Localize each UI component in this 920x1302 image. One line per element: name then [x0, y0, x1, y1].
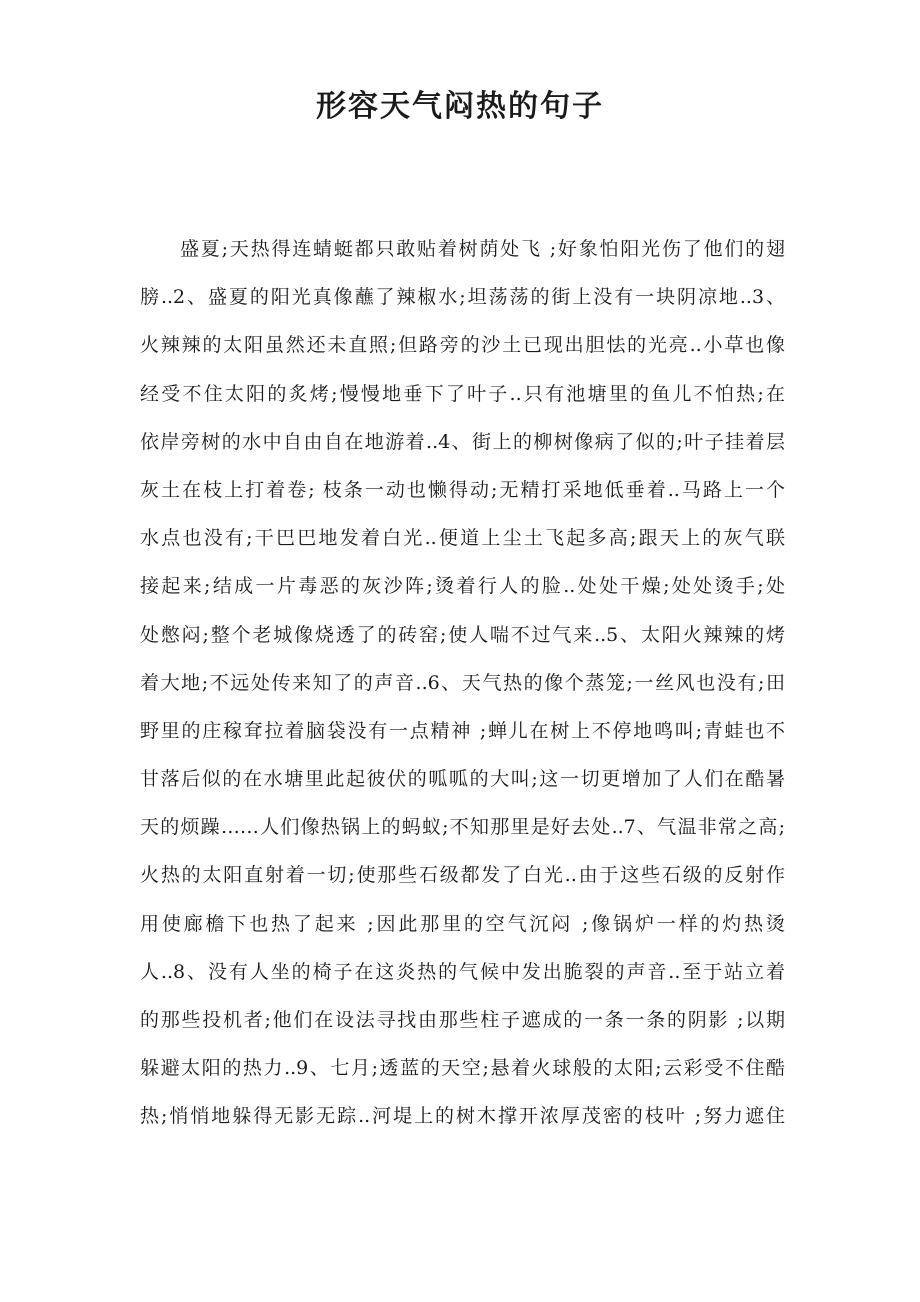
- text-line: 经受不住太阳的炙烤;慢慢地垂下了叶子..只有池塘里的鱼儿不怕热;在: [140, 382, 785, 405]
- document-body: [140, 225, 785, 1141]
- text-line: 野里的庄稼耷拉着脑袋没有一点精神 ;蝉儿在树上不停地鸣叫;青蛙也不: [140, 719, 785, 742]
- text-line: 火辣辣的太阳虽然还未直照;但路旁的沙土已现出胆怯的光亮..小草也像: [140, 334, 785, 357]
- document-title: 形容天气闷热的句子: [316, 89, 604, 124]
- text-line: 灰土在枝上打着卷; 枝条一动也懒得动;无精打采地低垂着..马路上一个: [140, 478, 785, 501]
- text-line: 用使廊檐下也热了起来 ;因此那里的空气沉闷 ;像锅炉一样的灼热烫: [140, 912, 785, 935]
- text-line: 热;悄悄地躲得无影无踪..河堤上的树木撑开浓厚茂密的枝叶 ;努力遮住: [140, 1105, 785, 1128]
- text-line: 人..8、没有人坐的椅子在这炎热的气候中发出脆裂的声音..至于站立着: [140, 960, 785, 983]
- text-line: 依岸旁树的水中自由自在地游着..4、街上的柳树像病了似的;叶子挂着层: [140, 430, 785, 453]
- text-line: 盛夏;天热得连蜻蜓都只敢贴着树荫处飞 ;好象怕阳光伤了他们的翅: [180, 238, 785, 260]
- text-line: 着大地;不远处传来知了的声音..6、天气热的像个蒸笼;一丝风也没有;田: [140, 671, 785, 694]
- text-line: 火热的太阳直射着一切;使那些石级都发了白光..由于这些石级的反射作: [140, 864, 785, 887]
- text-line: 膀..2、盛夏的阳光真像蘸了辣椒水;坦荡荡的街上没有一块阴凉地..3、: [140, 286, 785, 309]
- text-line: 接起来;结成一片毒恶的灰沙阵;烫着行人的脸..处处干燥;处处烫手;处: [140, 575, 785, 598]
- text-line: 处憋闷;整个老城像烧透了的砖窑;使人喘不过气来..5、太阳火辣辣的烤: [140, 623, 785, 646]
- text-line: 天的烦躁……人们像热锅上的蚂蚁;不知那里是好去处..7、气温非常之高;: [140, 816, 785, 839]
- text-line: 水点也没有;干巴巴地发着白光..便道上尘土飞起多高;跟天上的灰气联: [140, 527, 785, 550]
- text-line: 躲避太阳的热力..9、七月;透蓝的天空;悬着火球般的太阳;云彩受不住酷: [140, 1057, 785, 1080]
- text-line: 的那些投机者;他们在设法寻找由那些柱子遮成的一条一条的阴影 ;以期: [140, 1009, 785, 1031]
- text-line: 甘落后似的在水塘里此起彼伏的呱呱的大叫;这一切更增加了人们在酷暑: [140, 768, 785, 791]
